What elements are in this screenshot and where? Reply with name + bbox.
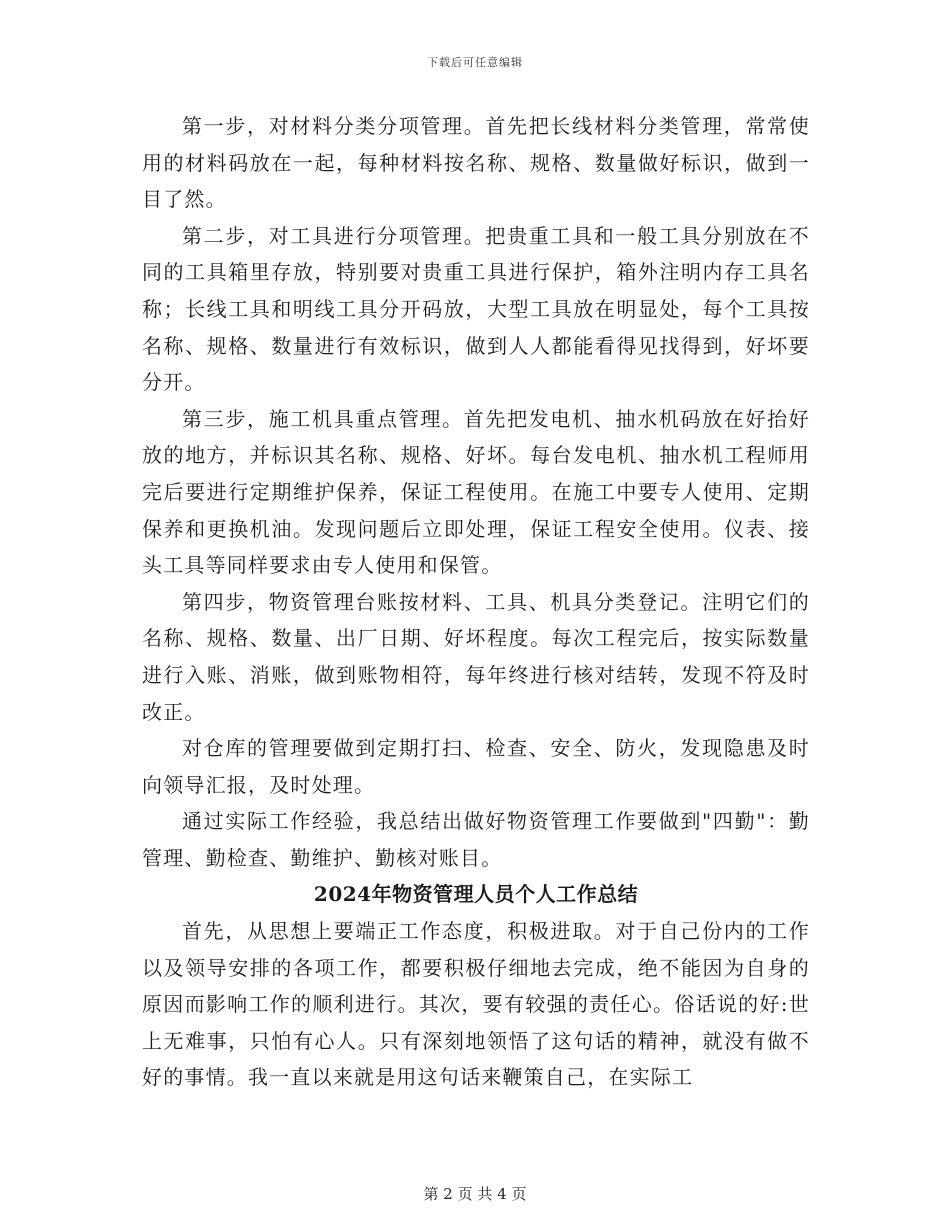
- paragraph-warehouse: 对仓库的管理要做到定期打扫、检查、安全、防火，发现隐患及时向领导汇报，及时处理。: [142, 736, 810, 797]
- paragraph-step-4: 第四步，物资管理台账按材料、工具、机具分类登记。注明它们的名称、规格、数量、出厂日期、好坏程度。每次工程完后，按实际数量进行入账、消账，做到账物相符，每年终进行核对结转，发现不符及时改正。: [142, 589, 810, 724]
- paragraph-step-3: 第三步，施工机具重点管理。首先把发电机、抽水机码放在好抬好放的地方，并标识其名称、规格、好坏。每台发电机、抽水机工程师用完后要进行定期维护保养，保证工程使用。在施工中要专人使用、定期保养和更换机油。发现问题后立即处理，保证工程安全使用。仪表、接头工具等同样要求由专人使用和保管。: [142, 406, 810, 578]
- document-body: [142, 108, 810, 1096]
- paragraph-step-2: 第二步，对工具进行分项管理。把贵重工具和一般工具分别放在不同的工具箱里存放，特别要对贵重工具进行保护，箱外注明内存工具名称；长线工具和明线工具分开码放，大型工具放在明显处，每个工具按名称、规格、数量进行有效标识，做到人人都能看得见找得到，好坏要分开。: [142, 223, 810, 395]
- page-number-footer: 第 2 页 共 4 页: [423, 1185, 527, 1203]
- paragraph-four-diligences: 通过实际工作经验，我总结出做好物资管理工作要做到"四勤"：勤管理、勤检查、勤维护、勤核对账目。: [142, 809, 810, 870]
- page-header-note: 下载后可任意编辑: [427, 56, 523, 69]
- section-title: 2024年物资管理人员个人工作总结: [313, 882, 639, 907]
- paragraph-summary-intro: 首先，从思想上要端正工作态度，积极进取。对于自己份内的工作以及领导安排的各项工作，都要积极仔细地去完成，绝不能因为自身的原因而影响工作的顺利进行。其次，要有较强的责任心。俗话说的好:世上无难事，只怕有心人。只有深刻地领悟了这句话的精神，就没有做不好的事情。我一直以来就是用这句话来鞭策自己，在实际工: [142, 919, 810, 1090]
- paragraph-step-1: 第一步，对材料分类分项管理。首先把长线材料分类管理，常常使用的材料码放在一起，每种材料按名称、规格、数量做好标识，做到一目了然。: [142, 114, 810, 212]
